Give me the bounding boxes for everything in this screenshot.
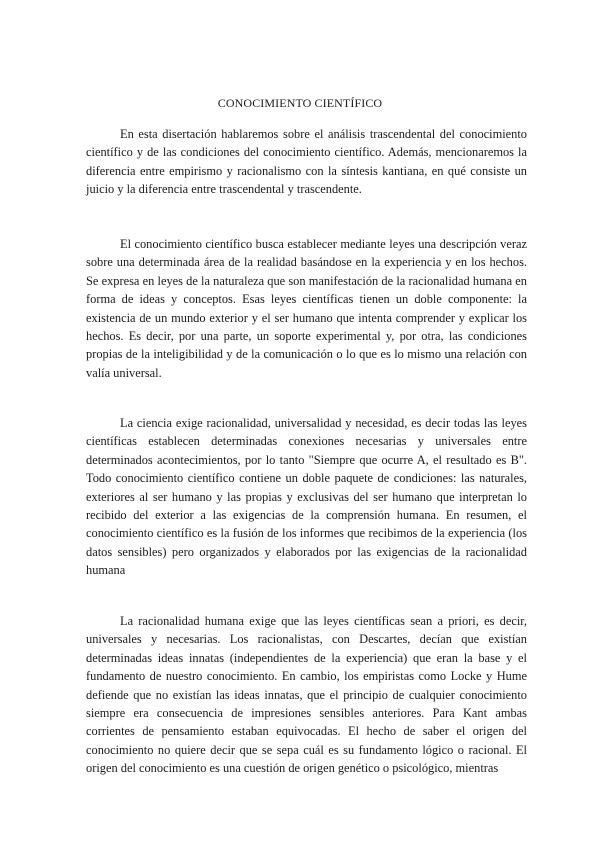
paragraph-science-requirements: La ciencia exige racionalidad, universalidad y necesidad, es decir todas las leyes científicas establecen determinadas conexiones necesarias y universales entre determinados acontecimientos, por lo tanto "Siempre que ocurre A, el resultado es B". Todo conocimiento científico contiene un doble paquete de condiciones: las naturales, exteriores al ser humano y las propias y exclusivas del ser humano que interpretan lo recibido del exterior a las exigencias de la comprensión humana. En resumen, el conocimiento científico es la fusión de los informes que recibimos de la experiencia (los datos sensibles) pero organizados y elaborados por las exigencias de la racionalidad humana — [86, 416, 527, 578]
paragraph-introduction: En esta disertación hablaremos sobre el análisis trascendental del conocimiento científico y de las condiciones del conocimiento científico. Además, mencionaremos la diferencia entre empirismo y racionalismo con la síntesis kantiana, en qué consiste un juicio y la diferencia entre trascendental y trascendente. — [86, 127, 527, 197]
paragraph-scientific-knowledge: El conocimiento científico busca establecer mediante leyes una descripción veraz sobre una determinada área de la realidad basándose en la experiencia y en los hechos. Se expresa en leyes de la naturaleza que son manifestación de la racionalidad humana en forma de ideas y conceptos. Esas leyes científicas tienen un doble componente: la existencia de un mundo exterior y el ser humano que intenta comprender y explicar los hechos. Es decir, por una parte, un soporte experimental y, por otra, las condiciones propias de la inteligibilidad y de la comunicación o lo que es lo mismo una relación con valía universal. — [86, 237, 527, 380]
document-title: CONOCIMIENTO CIENTÍFICO — [217, 96, 383, 110]
paragraph-human-rationality: La racionalidad humana exige que las leyes científicas sean a priori, es decir, universales y necesarias. Los racionalistas, con Descartes, decían que existían determinadas ideas innatas (independientes de la experiencia) que eran la base y el fundamento de nuestro conocimiento. En cambio, los empiristas como Locke y Hume defiende que no existían las ideas innatas, que el principio de cualquier conocimiento siempre era consecuencia de impresiones sensibles anteriores. Para Kant ambas corrientes de pensamiento estaban equivocadas. El hecho de saber el origen del conocimiento no quiere decir que se sepa cuál es su fundamento lógico o racional. El origen del conocimiento es una cuestión de origen genético o psicológico, mientras — [86, 614, 527, 776]
